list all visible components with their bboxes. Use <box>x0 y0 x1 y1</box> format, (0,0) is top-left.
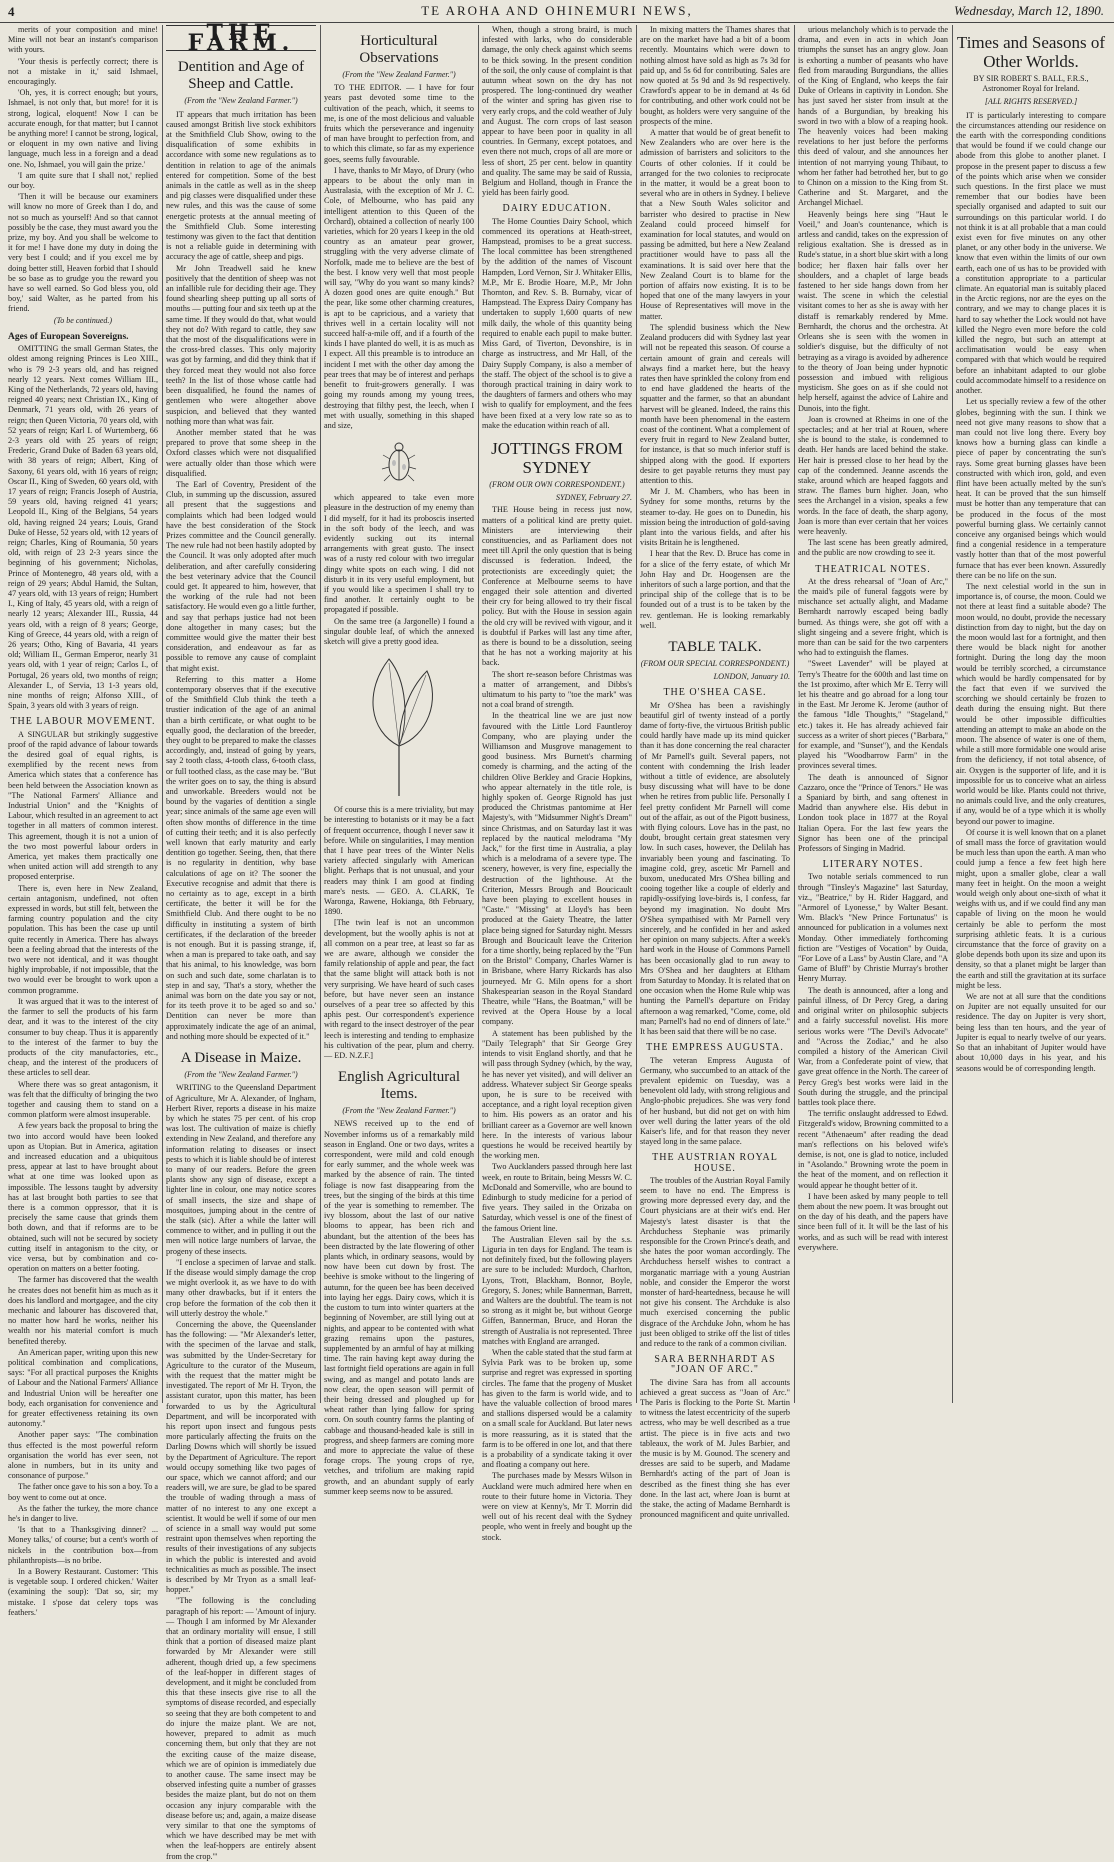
paragraph: "Sweet Lavender" will be played at Terry's Theatre for the 600th and last time on the 1st proximo, after which Mr E. Terry will let his theatre and go abroad for a long tour in the East. Mr Jerome K. Jerome (author of the famous "Idle Thoughts," "Stageland," etc.) takes it. He has already achieved fair success as a writer of short pieces ("Barbara," for example, and "Sunset"), and the Kendals played his "Woodbarrow Farm" in the provinces several times. <box>798 659 948 771</box>
column-rule <box>320 25 321 1403</box>
column-3 <box>324 25 474 1496</box>
paragraph: There is, even here in New Zealand, certain antagonism, undefined, not often expressed in words, but still felt, between the farming country population and the city population. This has been the case up until quite recently in America. There has always been a feeling abroad that the interests of the two were not identical, and it was thought highly improbable, if not impossible, that the two would ever be brought to work upon a common programme. <box>8 883 158 995</box>
column-7 <box>956 25 1106 1400</box>
paragraph: The death is announced, after a long and painful illness, of Dr Percy Greg, a daring and original writer on philosophic subjects and a fairly successful novelist. His more serious works were "The Devil's Advocate" and "Across the Zodiac," and he also compiled a history of the American Civil War, from a Confederate point of view, that gave great offence in the North. The career of Percy Greg's best works were laid in the South during the struggle, and the principal battles took place there. <box>798 985 948 1107</box>
paragraph: An American paper, writing upon this new political combination and complications, says: "For all practical purposes the Knights of Labour and the National Farmers' Alliance and Industrial Union will be hereafter one body, each organisation for convenience and for greater effectiveness retaining its own autonomy." <box>8 1347 158 1429</box>
column-2 <box>166 20 316 1861</box>
column-rule <box>952 25 953 1403</box>
paragraph: A matter that would be of great benefit to New Zealanders who are over here is the admission of barristers and solicitors to the Courts of other colonies. If it could be arranged for the two colonies to reciprocate in the matter, it would be a great boon to several who are in others in Sydney. I believe that a New South Wales solicitor and barrister who desired to practise in New Zealand could proceed himself for examination for local statutes, and would on passing be admitted, but here a New Zealand practitioner would have to pass all the examinations. It is said over here that the New Zealand Court is to blame for the portion of affairs now existing. It is to be hoped that one of the many lawyers in your House of Representatives will move in the matter. <box>640 128 790 321</box>
paragraph: Mr J. M. Chambers, who has been in Sydney for some months, returns by the steamer to-day. He goes on to Dunedin, his mission being the introduction of gold-saving plant into the various fields, and after his visits Britain he is lengthened. <box>640 487 790 548</box>
paragraph: Heavenly beings here sing "Haut le Voeil," and Joan's countenance, which is artless and candid, takes on the expression of religious exaltation. She is dressed as in Rude's statue, in a short blue skirt with a long bodice; her flaxen hair falls over her shoulders, and a chaplet of large beads fastened to her side hangs down from her waist. The scene in which the celestial visitant comes to her as she is away with her distaff is remarkably rendered by Mme. Bernhardt, the chorus and the orchestra. At Orleans she is seen with the women in soldier's disguise, but the difficulty of not betraying as a virago is avoided by adherence to the theory of Joan being under hypnotic possession and imbued with religious mysticism. She goes on as if she could not help herself, against the advice of Lahire and Dunois, into the fight. <box>798 209 948 413</box>
column-rule <box>478 25 479 1403</box>
paragraph: Mr O'Shea has been a ravishingly beautiful girl of twenty instead of a portly dame of forty-five, the virtuous British public could hardly have made up its mind quicker than it has done concerning the real character of Mr Parnell's guilt. Several papers, not content with condemning the Irish leader without a tittle of evidence, are absolutely busy discussing what will have to be done when he retires from public life. Personally I feel pretty confident Mr Parnell will come out of the affair, as out of the Pigott business, with flying colours. Love has in the past, no doubt, brought certain great statesmen very low. In such cases, however, the Delilah has invariably been young and fascinating. To imagine cold, grey, ascetic Mr Parnell and buxom, uneducated Mrs O'Shea billing and cooing together like a couple of elderly and rapidly-ossifying love-birds is, I confess, far beyond my imagination. No doubt Mrs O'Shea sympathised with Mr Parnell very sincerely, and he confided in her and asked her opinion on many subjects. After a week's hard work in the House of Commons Parnell has been occasionally glad to run away to Mrs O'Shea and her daughters at Eltham from Saturday to Monday. It is related that on one occasion when the Home Rule whip was hunting the Parnell's departure on Friday afternoon a wag remarked, "Come, come, old man; Parnell's had no end of dinners of late." It has been said that there will be no case. <box>640 700 790 1037</box>
correspondent-note: (FROM OUR SPECIAL CORRESPONDENT.) <box>640 658 790 668</box>
paragraph: Let us specially review a few of the other globes, beginning with the sun. I think we need not give many reasons to show that a man could not live long there. Every boy knows how a burning glass can kindle a piece of paper by concentrating the sun's rays. Some great burning glasses have been constructed with which iron, gold, and even flint have been actually melted by the sun's heat. It can be proved that the sun himself must be hotter than any temperature that can be produced in the focus of the most powerful burning glass. We certainly cannot conceive any organised beings which would find a congenial residence in a temperature vastly hotter than that of the most powerful furnace that has ever been known. Assuredly there can be no life on the sun. <box>956 397 1106 580</box>
paragraph: 'Oh, yes, it is correct enough; but yours, Ishmael, is not only that, but more! for it is strong, logical, eloquent! Now I can be accurate enough, for that matter; but I cannot be anything more! I cannot be strong, logical, or eloquent in my own native and living language, much less in a foreign and a dead one. No, Ishmael, you will gain the prize.' <box>8 88 158 169</box>
paragraph: I hear that the Rev. D. Bruce has come in for a slice of the ferry estate, of which Mr John Hay and Dr. Hoogensen are the inheritors of such a large portion, and that the principal ship of the college that is to be founded out of a trust is to be taken by the rev. gentleman. He is looking remarkably well. <box>640 549 790 630</box>
paragraph: The divine Sara has from all accounts achieved a great success as "Joan of Arc." The Paris is flocking to the Porte St. Martin to witness the latest eccentricity of the superb actress, who may be well described as a true artist. The piece is in five acts and two tableaux, the work of M. Jules Barbier, and the music is by M. Gounod. The scenery and dresses are said to be superb, and Madame Bernhardt's acting of the part of Joan is described as the finest thing she has ever done. In the last act, where Joan is burnt at the stake, the acting of Madame Bernhardt is pronounced magnificent and quite unrivalled. <box>640 1377 790 1520</box>
paragraph: I have, thanks to Mr Mayo, of Drury (who appears to be about the only man in Australasia, with the exception of Mr J. C. Cole, of Melbourne, who has paid any intelligent attention to this Queen of the Orchard), obtained a collection of nearly 100 varieties, which for 20 years I keep in the old country as an amateur pear grower, struggling with the very adverse climate of Norfolk, made me to believe are the best of the best. I know very well that most people will say, "Why do you want so many kinds? A dozen good ones are quite enough." But the pear, like some other charming creatures, is apt to be capricious, and a variety that thrives well in a certain locality will not succeed half-a-mile off, and if a fourth of the kinds I have planted do well, it is as much as I expect. All this preamble is to introduce an incident I met with the other day among the pear trees that may be of interest and perhaps benefit to fruit-growers generally. I was going my rounds among my young trees, destroying that filthy pest, the leech, when I met with usually, something in this shaped and size, <box>324 165 474 430</box>
paragraph: The farmer has discovered that the wealth he creates does not benefit him as much as it does his landlord and mortgagee, and the city mechanic and labourer has discovered that, no matter how hard he works, neither his wealth nor his material comfort is much benefited thereby. <box>8 1275 158 1346</box>
joke: The father once gave to his son a boy. To a boy went to come out at once. <box>8 1482 158 1502</box>
paragraph: urious melancholy which is to pervade the drama, and even in acts in which Joan triumphs the sunset has an angry glow. Joan is exhorting a number of peasants who have fled from marauding Burgundians, the allies of the King of England, who keeps the fair Duke of Orleans in captivity in London. She has just saved her sister from insult at the hands of a Burgundian, by breaking his sword in two with a blow of a reaping hook. The heavenly voices had been making revelations to her just before the performs this deed of valour, and she announces her intention of not marrying young Thibaut, to whom her father had betrothed her, but to go to Chinon on a mission to the King from St. Catherine and St. Margaret, and the Archangel Michael. <box>798 25 948 208</box>
oshea-heading: THE O'SHEA CASE. <box>663 687 767 699</box>
paragraph: In the theatrical line we are just now favoured with the Little Lord Fauntleroy Company, who are playing under the Williamson and Musgrove management to good business. Mrs Burnett's charming comedy is charming, and the acting of the children Olive Berkley and Gracie Hopkins, who appear alternately in the title role, is highly spoken of. George Rignold has just produced the Christmas pantomime at Her Majesty's, with "Midsummer Night's Dream" since Christmas, and on Saturday last it was replaced by the nautical melodrama "My Jack," for the first time in Australia, a play which is a melodrama of a severe type. The scenery, however, is very fine, especially the destruction of the lighthouse. At the Criterion, Messrs Brough and Boucicault have been playing to excellent houses in "Caste." "Missing" at Lloyd's has been produced at the Gaiety Theatre, the latter place being signed for Saturday night. Messrs Brough and Boucicault leave the Criterion for a time shortly, being replaced by the "Fun on the Bristol" Company, Charles Warner is in Brisbane, where Harry Rickards has also journeyed. Mr G. Miln opens for a short Shakespearian season in the Royal Standard Theatre, while "Hans, the Boatman," will be revived at the Opera House by a local company. <box>482 711 632 1027</box>
paragraph: The purchases made by Messrs Wilson in Auckland were much admired here when en route to their future home in Victoria. They were on view at Kenny's, Mr T. Morrin did well out of his recent deal with the Sydney people, who went in freely and bought up the stock. <box>482 1471 632 1542</box>
paragraph: Of course this is a mere triviality, but may be interesting to botanists or it may be a fact of frequent occurrence, though I never saw it before. While on singularities, I may mention that I have pear trees of the Winter Nelis variety affected singularly with American blight. Perhaps that is not unusual, and your readers may think I am good at finding mare's nests. — GEO. A. CLARK, Te Waronga, Rawene, Hokianga, 8th February, 1890. <box>324 805 474 917</box>
bernhardt-heading: SARA BERNHARDT AS "JOAN OF ARC." <box>654 1354 776 1376</box>
paragraph: On the same tree (a Jargonelle) I found a singular double leaf, of which the annexed sketch will give a pretty good idea. <box>324 616 474 646</box>
agricultural-heading: English Agricultural Items. <box>337 1069 461 1103</box>
column-6 <box>798 25 948 1400</box>
paragraph: THE House being in recess just now, matters of a political kind are pretty quiet. Ministers are interviewing their constituencies, and as Parliament does not meet till April the only question that is being discussed is federation. Indeed, the protectionists are exceedingly quiet; the Conference at Melbourne seems to have engaged their sole attention and diverted their cry for being allowed to try their fiscal policy. But with the House in session again the old cry will be revived with vigour, and it is doubtful if Parkes will last any time after, as there is bound to be a dissolution, seeing that he has not a working majority at his back. <box>482 505 632 668</box>
continued-note: (To be continued.) <box>53 315 113 325</box>
paragraph: The Australian Eleven sail by the s.s. Liguria in ten days for England. The team is not definitely fixed, but the following players are sure to be included: Murdoch, Charlton, Lyons, Trott, Blackham, Bonnor, Boyle, Gregory, S. Jones; while Bannerman, Barrett, and Walters are the doubtful. The team is not so strong as it might be, but without George Giffen, Bannerman, Bruce, and Horan the strength of Australia is not represented. Three matches with England are arranged. <box>482 1234 632 1346</box>
paragraph: A statement has been published by the "Daily Telegraph" that Sir George Grey intends to visit England shortly, and that he will pass through Sydney (which, by the way, he has never yet visited), and will deliver an address. Whatever subject Sir George speaks upon, he is sure to be received with acceptance, and a right loyal reception given to him. His powers as an orator and his brilliant career as a Governor are well known here. In the interests of various labour questions he would be received heartily by the working men. <box>482 1028 632 1161</box>
paragraph: IT is particularly interesting to compare the circumstances attending our residence on the earth with the corresponding conditions that would be found if we could change our abode from this globe to another planet. I propose in the present paper to discuss a few of the points which arise when we consider such questions. In the first place we must remember that our bodies have been specially organised and adapted to suit our surroundings on this particular world. I do not think it is at all probable that a man could exist even for five minutes on any other planet, or any other body in the universe. We know that even within the limits of our own earth, each one of us has to be provided with a constitution appropriate to a particular climate. An equatorial man is suitably placed in the Arctic regions, nor are the eyes on the contrary, and we may to change places it is hard to say whether the Lock would not have killed the Negro even more before the cold killed the negro, but such an attempt at acclimatisation would be easy when compared with that which would be required before an inhabitant adapted to our globe could accommodate himself to a residence on another. <box>956 110 1106 396</box>
farm-banner: THE FARM. <box>166 25 316 51</box>
paragraph: When the cable stated that the stud farm at Sylvia Park was to be broken up, some surprise and regret was expressed in sporting circles. The fame that the progeny of Musket has given to the farm is world wide, and to have the valuable collection of brood mares and stallions dispersed would be a calamity on a small scale for Auckland. But later news is more reassuring, as it is stated that the farm is to be offered in one lot, and that there is a probability of a syndicate taking it over and floating a company out here. <box>482 1347 632 1470</box>
dateline: SYDNEY, February 27. <box>555 493 632 503</box>
column-rule <box>794 25 795 1403</box>
dairy-heading: DAIRY EDUCATION. <box>502 203 612 215</box>
paragraph: The veteran Empress Augusta of Germany, who succumbed to an attack of the prevalent epidemic on Tuesday, was a benevolent old lady, with strong religious and Anglo-phobic prejudices. She was very fond of her husband, but did not get on with him over well during the latter years of the old Kaiser's life, and for that reason they never stayed long in the same palace. <box>640 1055 790 1147</box>
correspondent-note: (FROM OUR OWN CORRESPONDENT.) <box>489 479 625 489</box>
paragraph: [The twin leaf is not an uncommon development, but the woolly aphis is not at all common on a pear tree, at least so far as we are aware, although we consider the family relationship of apple and pear, the fact that the same blight will attack both is not very surprising. We have heard of such cases before, but have never seen an instance ourselves of a pear tree so affected by this aphis pest. Our correspondent's experience with regard to the insect destroyer of the pear leech is interesting and tending to emphasize his cultivation of the pear, plum and cherry. — ED. N.Z.F.] <box>324 918 474 1061</box>
paragraph: OMITTING the small German States, the oldest among reigning Princes is Leo XIII., who is 79 2-3 years old, and has reigned nearly 12 years. Next comes William III., King of the Netherlands, 72 years old, having reigned 40 years; next Christian IX., King of Denmark, 71 years old, with 26 years of reign; then Queen Victoria, 70 years old, with 52 years of reign; Karl I. of Wurtemberg, 66 2-3 years old with 25 years of reign; Frederic, Grand Duke of Baden 63 years old, with 38 years of reign; Albert, King of Saxony, 61 years old, with 16 years of reign; Oscar II., King of Sweden, 60 years old, with 17 years of reign; Francis Joseph of Austria, 59 years old, having reigned 41 years; Leopold II., King of the Belgians, 54 years old, having reigned 24 years; Louis, Grand Duke of Hesse, 52 years old, with 12 years of reign; Charles, King of Roumania, 50 years old, with reign of 23 2-3 years since the beginning of his government; Nicholas, Prince of Montenegro, 48 years old, with a reign of 29 years; Abdul Hamid, the Sultan, 47 years old, with 13 years of reign; Humbert I., King of Italy, 45 years old, with a reign of nearly 12 years; Alexander III., Russia, 44 years old, with a reign of 8 years; George, King of Greece, 44 years old, with a reign of 26 years; Otho, King of Bavaria, 41 years old; William II., German Emperor, nearly 31 years old, with 1 year of reign; Carlos I., of Portugal, 26 years old, two months of reign; Alexander I., of Servia, 13 1-3 years old, nine months of reign; Alfonso XIII., of Spain, 3 years old with 3 years of reign. <box>8 344 158 711</box>
paragraph: The last scene has been greatly admired, and the public are now crowding to see it. <box>798 538 948 558</box>
table-talk-heading: TABLE TALK. <box>668 638 762 655</box>
paragraph: We are not at all sure that the conditions on Jupiter are not equally unsuited for our residence. The day on Jupiter is very short, being less than ten hours, and the year of Jupiter is equal to nearly twelve of our years. So that an inhabitant of Jupiter would have about 10,000 days in his year, and his seasons would be of corresponding length. <box>956 992 1106 1073</box>
paragraph: When, though a strong braird, is much infested with larks, who do considerable damage, the only check against which seems to be thick sowing. In the present condition of the soil, the only cause of complaint is that autumn wheat sown on the dry has not prospered. The long-continued dry weather of the winter and spring has given rise to very early crops, and the cold weather of July and August. The corn crops of last season appear to have been poor in quality in all countries. In Germany, except potatoes, and even there not much, crops of all are more or less of short, 25 per cent. below in quantity and quality. The same may be said of Russia, Belgium and Holland, though in France the yield has been fairly good. <box>482 25 632 198</box>
beetle-illustration <box>379 437 419 487</box>
paragraph: Joan is crowned at Rheims in one of the spectacles; and at her trial at Rouen, where she is bound to the stake, is condemned to death. Her hands are laced behind the stake. Her hair is pressed close to her head by the cap of the condemned. Jeanne ascends the stake, around which are heaped faggots and straw. The flames burn higher. Joan, who sees the Archangel in a vision, speaks a few words. In the face of death, the sharp agony, Joan is more than ever certain that her voices were heavenly. <box>798 414 948 536</box>
paragraph: "I enclose a specimen of larvae and stalk. If the disease would simply damage the crop we might overlook it, as we have to do with many other drawbacks, but if it enters the crop before the formation of the cob then it will utterly destroy the whole." <box>166 1257 316 1318</box>
page-number: 4 <box>8 4 15 19</box>
jottings-heading: JOTTINGS FROM SYDNEY <box>491 438 623 477</box>
paragraph: The next celestial world in the sun in importance is, of course, the moon. Could we not there at least find a suitable abode? The moon would, no doubt, provide the necessary distinction from day to night, but the day on the moon would last for a fortnight, and then there would be black night for another fortnight. During the long day the moon would be terribly scorched, a circumstance which would be hardly compensated for by the fact that even if we survived the scorching we should certainly be frozen to death during the ensuing night. But there would be other impossible difficulties attending an attempt to make an abode on the moon. The absence of water is one of them, while a still more formidable one would arise from the deficiency, if not total absence, of air. Oxygen is the supporter of life, and it is impossible for us to conceive what an airless world would be like. Plants could not thrive, no animals could live, and the only creatures, if any, would be of a type which it is wholly beyond our power to imagine. <box>956 581 1106 826</box>
column-4 <box>482 25 632 1542</box>
paragraph: The troubles of the Austrian Royal Family seem to have no end. The Empress is growing more depressed every day, and the Court physicians are at their wit's end. Her Majesty's latest disaster is that the Archduchess Stephanie was primarily responsible for the Crown Prince's death, and she hates the poor woman accordingly. The Archduchess herself wishes to contract a morganatic marriage with a young Austrian noble, and consider the Emperor the worst monster of hard-heartedness, because he will not give his consent. The Archduke is also much exercised concerning the public disgrace of the Archduke John, whom he has just been obliged to strike off the list of titles and reduce to the rank of a common civilian. <box>640 1175 790 1348</box>
paragraph: Of course it is well known that on a planet of small mass the force of gravitation would be much less than upon the earth. A man who could jump a fence a few feet high here might, upon a smaller globe, clear a wall many feet in height. On the moon a weight would weigh only about one-sixth of what it weighs with us, and if we could find any man capable of living on the moon he would certainly be able to perform the most surprising athletic feats. It is a curious circumstance that the force of gravity on a globe depends both upon its size and upon its density, so that a planet might be larger than the earth and still the gravitation at its surface might be less. <box>956 827 1106 990</box>
paragraph: 'Your thesis is perfectly correct; there is not a mistake in it,' said Ishmael, encouragingly. <box>8 56 158 87</box>
rights-note: [ALL RIGHTS RESERVED.] <box>984 97 1078 107</box>
paragraph: In mixing matters the Thames shares that are on the market have had a bit of a boom recently. Mountains which were down to nothing almost have sold as high as 7s 3d for paid up, and 5s 6d for contributing. Sales are now quoted at 5s 9d and 3s 9d respectively. Crawford's appear to be in demand at 4s 6d for contributing, and other work could not be bought, as holders were very sanguine of the prospects of the mine. <box>640 25 790 126</box>
paragraph: Another paper says: "The combination thus effected is the most powerful reform organisation the world has ever seen, not alone in numbers, but in its unity and consonance of purpose." <box>8 1430 158 1481</box>
paragraph: 'Then it will be because our examiners will know no more of Greek than I do, and not so much as yourself! And so that cannot possibly be the case, they must award you the prize, my boy. And you shall be welcome to it for me! I have done my duty in doing the very best I could; and if you excel me by doing better still, Heaven forbid that I should be so base as to grudge you the reward you have so well earned. So God bless you, old boy,' said Walter, as he parted from his friend. <box>8 192 158 314</box>
column-1 <box>8 25 158 1617</box>
augusta-heading: THE EMPRESS AUGUSTA. <box>646 1042 784 1054</box>
paragraph: 'I am quite sure that I shall not,' replied our boy. <box>8 170 158 191</box>
story-close <box>8 25 158 326</box>
paragraph: Where there was so great antagonism, it was felt that the difficulty of bringing the two together and causing them to stand on a common platform were almost insuperable. <box>8 1079 158 1120</box>
times-seasons-heading: Times and Seasons of Other Worlds. <box>956 33 1106 71</box>
paragraph: It was argued that it was to the interest of the farmer to sell the products of his farm dear, and it was to the interest of the city consumer to buy cheap. Thus it is apparently to the interest of the farmer to buy the products of the city manufactories, etc., cheap, and the interest of the producers of these articles to sell dear. <box>8 996 158 1078</box>
maize-heading: A Disease in Maize. <box>180 1050 302 1067</box>
dateline: LONDON, January 10. <box>713 672 790 682</box>
paragraph: Two notable serials commenced to run through "Tinsley's Magazine" last Saturday, viz., "Beatrice," by H. Rider Haggard, and "Armorel of Lyonesse," by Walter Besant. Wm. Black's "New Prince Fortunatus" is announced for publication in a volumes next Monday. Other immediately forthcoming fiction are "Vestiges of Vocation" by Ouida, "For Love of a Lass" by Austin Clare, and "A Game of Bluff" by Christie Murray's brother Henry Murray. <box>798 872 948 984</box>
horticultural-heading: Horticultural Observations <box>359 33 439 66</box>
masthead-bar <box>0 0 1114 23</box>
paragraph: Referring to this matter a Home contemporary observes that if the executive of the Smithfield Club think the teeth a trustier indication of the age of an animal than a birth certificate, or what ought to be equally good, the declaration of the breeder, they ought to be prepared to make the classes accordingly, and, instead of going by years, say 2 tooth class, 4-tooth class, 6-tooth class, or full toothed class, as the case may be. "But the writer goes on to say, the thing is absurd and unworkable. Breeders would not be bound by the vagaries of dentition a single year; since animals of the same age even will often show months of difference in the time of cutting their teeth; and it is also perfectly well known that early maturity and early dentition go together. Seeing, then, that there is no regularity in dentition, why base calculations of age on it? The sooner the Executive recognise and admit that there is no certainty as to age, except in a birth certificate, the better it will be for the Smithfield Club. And there ought to be no difficulty in instituting a system of birth certificates, if the declaration of the breeder is not enough. But it is passing strange, if, when a man is prepared to take oath, and say that his animal, to his knowledge, was born on such and such date, some charlatan is to step in and say, 'That's a story, whether the animal was born on the date you say or not, for its teeth prove it to be aged so and so.' Dentition can never be more than approximately indicate the age of an animal, and nothing more should be expected of it." <box>166 674 316 1041</box>
paragraph: The Home Counties Dairy School, which commenced its operations at Heath-street, Hampstead, promises to be a great success. The local committee has been strengthened by the addition of the names of Viscount Hampden, Lord Vernon, Sir J. Whitaker Ellis, M.P., Mr E. Brodie Hoare, M.P., Mr John Thornton, and Rev. S. B. Burnaby, vicar of Hampstead. The Express Dairy Company has undertaken to supply 1,600 quarts of new milk daily, the whole of this quantity being required to enable each pupil to make butter. Miss Gard, of Tiverton, Devonshire, is in charge as instructress, and Mr Hall, of the Dairy Supply Company, is also a member of the staff. The object of the school is to give a thorough practical training in dairy work to the daughters of farmers and others who may wish to qualify for employment, and the fees have been fixed at a very low rate so as to make the education within reach of all. <box>482 216 632 430</box>
paragraph: The terrific onslaught addressed to Edwd. Fitzgerald's widow, Browning committed to a recent "Athenaeum" after reading the dead man's reflections on his beloved wife's demise, is not, one is glad to notice, included in "Asolando." Browning wrote the poem in the heat of the moment, and on reflection it would appear he thought better of it. <box>798 1109 948 1190</box>
paragraph: I have been asked by many people to tell them about the new poem. It was brought out on the day of his death, and the papers have since been full of it. It will be the last of his works, and as such will be read with interest everywhere. <box>798 1191 948 1252</box>
masthead-title: TE AROHA AND OHINEMURI NEWS, <box>421 3 693 18</box>
source-note: (From the "New Zealand Farmer.") <box>184 1070 298 1080</box>
source-note: (From the "New Zealand Farmer.") <box>342 70 456 79</box>
column-rule <box>636 25 637 1403</box>
double-leaf-sketch <box>349 651 449 801</box>
source-note: (From the "New Zealand Farmer.") <box>342 1106 456 1116</box>
ages-heading: Ages of European Sovereigns. <box>8 331 129 342</box>
joke: 'Is that to a Thanksgiving dinner? ... Money talks,' of course; but a cent's worth of nickels in the contribution box—from philanthropists—is no bribe. <box>8 1525 158 1565</box>
dentition-heading: Dentition and Age of Sheep and Cattle. <box>177 59 305 93</box>
paragraph: "The following is the concluding paragraph of his report: — 'Amount of injury. — Though I am informed by Mr Alexander that an ordinary mortality will ensue, I still think that a portion of diseased maize plant forwarded by Mr Alexander were still adherent, though dried up, a few specimens of the leaf-hopper in different stages of development, and it might be concluded from this that these insects give rise to all the symptoms of disease recorded, and especially so seeing that they are both competent to and do injure the maize plant. We are not, however, prepared to admit as much concerning them, but only that they are not the exciting cause of the maize disease, which we are of opinion is immediately due to another cause. The same insect may be observed infesting quite a number of grasses besides the maize plant, but do not on them occasion any injury comparable with the disease before us; and, again, a maize disease very similar to that one the symptoms of which we have described may be met with when the leaf-hoppers are entirely absent from the crop.'" <box>166 1596 316 1861</box>
paragraph: IT appears that much irritation has been caused amongst British live stock exhibitors at the Smithfield Club Show, owing to the disqualification of some exhibits in accordance with some new regulations as to dentition in relation to age of the animals entered for competition. Some of the best animals in the cattle as well as in the sheep and pig classes were disqualified under these new rules, and this was the cause of some energetic protests at the annual meeting of the Smithfield Club. Some interesting testimony was given to the fact that dentition is not a reliable guide in determining with accuracy the age of cattle, sheep and pigs. <box>166 109 316 262</box>
joke: In a Bowery Restaurant. Customer: 'This is vegetable soup. I ordered chicken.' Waiter (examining the soup): 'Dat so, sir; my mistake. I s'pose dat celery tops was feathers.' <box>8 1567 158 1617</box>
column-rule <box>162 25 163 1403</box>
paragraph: merits of your composition and mine! Mine will not bear an instant's comparison with yours. <box>8 25 158 55</box>
paragraph: Another member stated that he was prepared to prove that some sheep in the Oxford classes which were not disqualified were actually older than those which were disqualified. <box>166 427 316 478</box>
paragraph: The Earl of Coventry, President of the Club, in summing up the discussion, assured all present that the suggestions and complaints which had been lodged would have the best consideration of the Stock Prizes committee and the Council generally. The new rule had not been hastily adopted by the Council. It was only adopted after much deliberation, and after carefully considering the best veterinary advice that the Council could get. It appeared to him, however, that the working of the rule had not been satisfactory. He would even go a little further, and say that perhaps justice had not been done altogether in many cases; but the committee would give the matter their best consideration, and endeavour as far as possible to remove any cause of complaint that might exist. <box>166 479 316 673</box>
paragraph: TO THE EDITOR. — I have for four years past devoted some time to the cultivation of the peach, which, it seems to me, is one of the most delicious and valuable fruits which the perseverance and ingenuity of man have brought to perfection from, and to which this climate, so far as my experience goes, seems fully favourable. <box>324 83 474 164</box>
paragraph: NEWS received up to the end of November informs us of a remarkably mild season in England. One or two days, writes a correspondent, were mild and cold enough for early summer, and the whole week was marked by the absence of rain. The tinted foliage is now fast disappearing from the trees, but the singing of the birds at this time of the year is something to remember. The ivy blossom, about the last of our native blooms to appear, has been rich and abundant, but the attention of the bees has been distracted by the late flowering of other plants which, in ordinary seasons, would by now have been cut down by frost. The beehive is smoke without to the lingering of autumn, for the queen bee has been deceived into laying her eggs. Dairy cows, which it is the custom to turn into winter quarters at the beginning of November, are still lying out at nights, and appear to be contented with what grazing remains upon the pastures, supplemented by an armful of hay at milking time. The rain having kept away during the last fortnight field operations are again in full swing, and as mangel and potato lands are now clear, the open season will permit of their being dressed and ploughed up for wheat rather than lying fallow for spring corn. On south country farms the planting of cabbage and thousand-headed kale is still in progress, and sheep farmers are coming more and more to appreciate the value of these forage crops. The young crops of rye, vetches, and trifolium are making rapid growth, and an abundant supply of early summer keep seems now to be assured. <box>324 1119 474 1496</box>
paragraph: Mr John Treadwell said he knew positively that the dentition of sheep was not an infallible rule for deciding their age. They found shearling sheep putting up all sorts of mouths — putting four and six teeth up at the same time. If they would do that, what would they not do? With regard to cattle, they saw that the most of the disqualifications were in the cross-bred classes. This only majority was got by farming, and did they think that if they forced meat they would not also force teeth? In the list of those whose cattle had been disqualified, he found the names of gentlemen who were altogether above suspicion, and believed that they wanted nothing more than what was fair. <box>166 263 316 426</box>
paragraph: The death is announced of Signor Cazzaro, once the "Prince of Tenors." He was a Spaniard by birth, and sang oftenest in Madrid than anywhere else. His debut in London took place in 1877 at the Royal Italian Opera. For the last few years the Signor has been one of the principal Professors of Singing in Madrid. <box>798 772 948 854</box>
paragraph: Concerning the above, the Queenslander has the following: — "Mr Alexander's letter, with the specimen of the larvae and stalk, was submitted by the Under-Secretary for Agriculture to the curator of the Museum, with the request that the matter might be investigated. The report of Mr H. Tryon, the assistant curator, upon this matter, has been forwarded to us by the Agricultural Department, and will be incorporated with his report upon insect and fungous pests more particularly affecting the fruits on the Darling Downs which will shortly be issued by the Department of Agriculture. The report would occupy something like two pages of our space, which we cannot afford; and our readers will, we are sure, be glad to be spared the trouble of wading through a mass of matter of no interest to any one except a scientist. It would be well if some of our men of science in a small way would put some restraint upon themselves when reporting the results of their investigations of any subjects in which the public is interested and avoid technicalities as much as possible. The insect is described by Mr Tryon as a small leaf-hopper." <box>166 1319 316 1595</box>
issue-date: Wednesday, March 12, 1890. <box>954 3 1104 18</box>
paragraph: A few years back the proposal to bring the two into accord would have been looked upon as Utopian. But in America, agitation and increased education and a ubiquitous press, appear at last to have brought about what at one time was looked upon as impossible. The lessons taught by adversity has at last brought both parties to see that there is a common oppressor, that it is precisely the same cause that grinds them both down, and that if reforms are to be obtained, such will not be secured by society cutting itself in antagonism to the city, or vice versa, but by combination and co-operation on matters on a better footing. <box>8 1121 158 1274</box>
paragraph: which appeared to take even more pleasure in the destruction of my enemy than I did myself, for it had its proboscis inserted in the soft body of the leech, and was evidently sucking out its internal arrangements with great gusto. The insect was of a rusty red colour with two irregular dingy white spots on each wing. I did not disturb it in its very useful employment, but if you would like a specimen I shall try to find another. It certainly ought to be propagated if possible. <box>324 493 474 615</box>
theatrical-heading: THEATRICAL NOTES. <box>815 563 931 575</box>
joke: As the father the turkey, the more chance he's in danger to live. <box>8 1503 158 1524</box>
labour-heading: THE LABOUR MOVEMENT. <box>10 716 156 728</box>
column-5 <box>640 25 790 1520</box>
paragraph: The short re-season before Christmas was a matter of arrangement, and Dibbs's ultimatum to his party to "toe the mark" was not a coal brand of strength. <box>482 669 632 710</box>
austrian-heading: THE AUSTRIAN ROYAL HOUSE. <box>652 1152 778 1174</box>
source-note: (From the "New Zealand Farmer.") <box>184 96 298 106</box>
paragraph: A SINGULAR but strikingly suggestive proof of the rapid advance of labour towards the desired goal of equal rights, is exemplified by the recent news from America which states that a conference has been held between the Association known as "The National Farmers' Alliance and Industrial Union" and the "Knights of Labour, which resulted in an agreement to act together in all matters of common interest. This agreement, though it is not a union of the two most powerful labour orders in America, yet makes them practically one when united action will add strength to any proposed enterprise. <box>8 729 158 882</box>
paragraph: The splendid business which the New Zealand producers did with Sydney last year will not be repeated this season. Of course a certain amount of grain and cereals will always find a market here, but the heavy rates then have sprinkled the colony from end to end have gladdened the hearts of the squatter and the farmer, so that an abundant harvest will be gleaned. Indeed, the rains this month have been phenomenal in the eastern coast of the continent. What a complement of every fruit in regard to New Zealand butter, for instance, is that so much inferior stuff is shipped along with the good. If exporters desire to get payable returns they must pay attention to this. <box>640 322 790 485</box>
byline: BY SIR ROBERT S. BALL, F.R.S., Astronomer Royal for Ireland. <box>973 74 1089 94</box>
paragraph: Two Aucklanders passed through here last week, en route to Britain, being Messrs W. C. McDonald and Somerville, who are bound to Edinburgh to study medicine for a period of five years. They sailed in the Orizaba on Saturday, which vessel is one of the finest of the famous Orient line. <box>482 1162 632 1233</box>
paragraph: At the dress rehearsal of "Joan of Arc," the maid's pile of funeral faggots were by mischance set actually alight, and Madame Bernhardt narrowly escaped being badly burned. As things were, she got off with a slight singeing and a severe fright, which is more than can be said for the two carpenters who had to extinguish the flames. <box>798 576 948 658</box>
paragraph: WRITING to the Queensland Department of Agriculture, Mr A. Alexander, of Ingham, Herbert River, reports a disease in his maize by which he states 75 per cent. of his crop was lost. The cultivation of maize is chiefly extending in New Zealand, and therefore any information relating to diseases or insect pests to which it is liable should be of interest to many of our readers. Before the green plants show any sign of disease, except a lighter line in colour, one may notice scores of small insects, the size and shape of mosquitoes, jumping about in the centre of the stalk (sic). After a while the latter will commence to wither, and in pulling it out the men will notice large numbers of larvae, the progeny of these insects. <box>166 1083 316 1256</box>
literary-heading: LITERARY NOTES. <box>822 859 924 871</box>
